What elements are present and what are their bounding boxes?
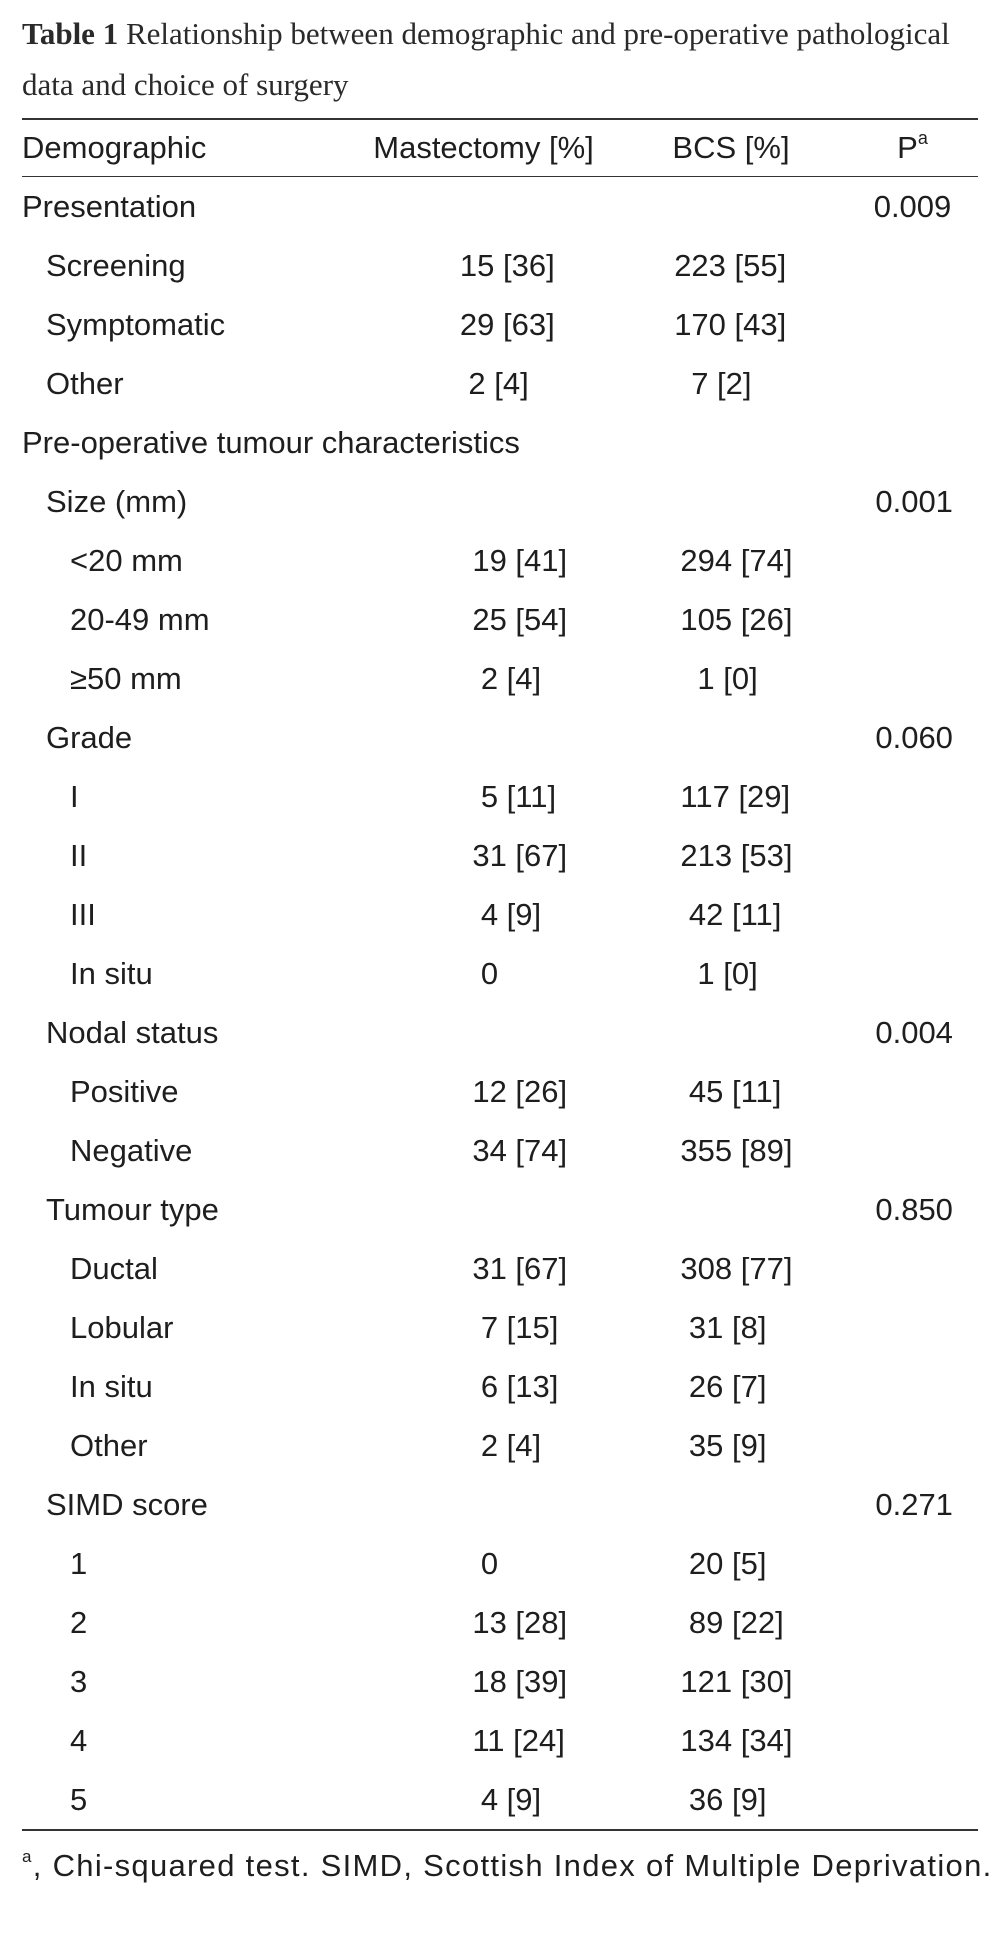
table-row bbox=[22, 1298, 978, 1357]
table-row bbox=[22, 472, 978, 531]
bcs-value: 31 [8] bbox=[688, 1309, 767, 1345]
mastectomy-value: 18 [39] bbox=[472, 1663, 568, 1699]
table-row bbox=[22, 826, 978, 885]
mastectomy-cell bbox=[368, 720, 624, 756]
table-row bbox=[22, 1475, 978, 1534]
row-label: Pre-operative tumour characteristics bbox=[22, 424, 520, 460]
bcs-value: 35 [9] bbox=[688, 1427, 767, 1463]
mastectomy-value: 12 [26] bbox=[472, 1073, 568, 1109]
table-row bbox=[22, 649, 978, 708]
bcs-value: 213 [53] bbox=[680, 837, 793, 873]
bcs-value: 294 [74] bbox=[680, 542, 793, 578]
table-row bbox=[22, 1062, 978, 1121]
table-row bbox=[22, 1593, 978, 1652]
mastectomy-cell bbox=[383, 1251, 633, 1287]
mastectomy-value: 0 bbox=[480, 955, 499, 991]
row-label: Symptomatic bbox=[46, 306, 226, 342]
row-label: 2 bbox=[70, 1604, 88, 1640]
mastectomy-cell bbox=[383, 1133, 633, 1169]
table-row bbox=[22, 295, 978, 354]
bcs-value: 7 [2] bbox=[691, 365, 752, 401]
mastectomy-value: 15 [36] bbox=[459, 247, 555, 283]
bcs-cell bbox=[633, 1782, 853, 1818]
bcs-value: 36 [9] bbox=[688, 1781, 767, 1817]
mastectomy-cell bbox=[383, 661, 633, 697]
footnote-mark: a bbox=[22, 1847, 33, 1866]
mastectomy-cell bbox=[383, 1310, 633, 1346]
bcs-cell bbox=[615, 425, 847, 461]
bcs-cell bbox=[624, 366, 850, 402]
mastectomy-value: 19 [41] bbox=[472, 542, 568, 578]
bcs-value: 26 [7] bbox=[688, 1368, 767, 1404]
table-row bbox=[22, 1180, 978, 1239]
header-p-value bbox=[847, 130, 978, 166]
bcs-cell bbox=[624, 720, 850, 756]
mastectomy-value: 13 [28] bbox=[472, 1604, 568, 1640]
table-row bbox=[22, 1357, 978, 1416]
table-row bbox=[22, 1534, 978, 1593]
bcs-cell bbox=[624, 1487, 850, 1523]
mastectomy-cell bbox=[383, 838, 633, 874]
p-value-cell: 0.004 bbox=[875, 1014, 953, 1050]
bcs-value: 1 [0] bbox=[697, 955, 758, 991]
bcs-cell bbox=[633, 602, 853, 638]
data-table bbox=[0, 118, 978, 1831]
row-label: Negative bbox=[70, 1132, 193, 1168]
bcs-cell bbox=[633, 1251, 853, 1287]
footnote-text: , Chi-squared test. SIMD, Scottish Index of Multiple Deprivation. bbox=[32, 1848, 993, 1883]
bcs-cell bbox=[633, 1133, 853, 1169]
mastectomy-cell bbox=[383, 897, 633, 933]
mastectomy-value: 4 [9] bbox=[480, 896, 542, 932]
table-row bbox=[22, 708, 978, 767]
bcs-cell bbox=[633, 661, 853, 697]
mastectomy-cell bbox=[368, 248, 624, 284]
bcs-cell bbox=[633, 1605, 853, 1641]
mastectomy-value: 0 bbox=[480, 1545, 499, 1581]
table-row bbox=[22, 1711, 978, 1770]
table-row bbox=[22, 767, 978, 826]
mastectomy-value: 7 [15] bbox=[480, 1309, 559, 1345]
table-row bbox=[22, 177, 978, 236]
mastectomy-cell bbox=[368, 366, 624, 402]
header-mastectomy: Mastectomy [%] bbox=[373, 130, 594, 165]
row-label: 20-49 mm bbox=[70, 601, 210, 637]
mastectomy-cell bbox=[383, 1605, 633, 1641]
mastectomy-value: 4 [9] bbox=[480, 1781, 542, 1817]
bcs-value: 105 [26] bbox=[680, 601, 793, 637]
bcs-cell bbox=[633, 838, 853, 874]
row-label: Screening bbox=[46, 247, 186, 283]
mastectomy-value: 34 [74] bbox=[472, 1132, 568, 1168]
bcs-value: 117 [29] bbox=[680, 778, 791, 814]
bcs-cell bbox=[633, 1546, 853, 1582]
row-label: Ductal bbox=[70, 1250, 158, 1286]
row-label: Presentation bbox=[22, 188, 197, 224]
mastectomy-cell bbox=[383, 779, 633, 815]
row-label: Other bbox=[46, 365, 124, 401]
table-row bbox=[22, 531, 978, 590]
row-label: 3 bbox=[70, 1663, 88, 1699]
mastectomy-cell bbox=[368, 1192, 624, 1228]
mastectomy-cell bbox=[352, 425, 615, 461]
p-value-cell: 0.850 bbox=[875, 1191, 953, 1227]
mastectomy-cell bbox=[383, 602, 633, 638]
mastectomy-value: 11 [24] bbox=[472, 1722, 565, 1758]
table-caption-text: Relationship between demographic and pre-operative pathological data and choice of surgery bbox=[22, 16, 950, 102]
p-value-cell: 0.271 bbox=[875, 1486, 953, 1522]
bcs-value: 20 [5] bbox=[688, 1545, 767, 1581]
mastectomy-value: 25 [54] bbox=[472, 601, 568, 637]
mastectomy-value: 31 [67] bbox=[472, 837, 568, 873]
table-footnote bbox=[22, 1831, 1000, 1890]
mastectomy-cell bbox=[383, 1782, 633, 1818]
header-p-label: P bbox=[897, 130, 918, 165]
mastectomy-value: 2 [4] bbox=[480, 660, 542, 696]
header-demographic: Demographic bbox=[22, 130, 207, 165]
bcs-value: 42 [11] bbox=[688, 896, 782, 932]
table-row bbox=[22, 885, 978, 944]
table-row bbox=[22, 1652, 978, 1711]
table-row bbox=[22, 590, 978, 649]
row-label: Nodal status bbox=[46, 1014, 219, 1050]
bcs-cell bbox=[633, 1074, 853, 1110]
table-caption bbox=[22, 0, 1000, 110]
bcs-cell bbox=[633, 1310, 853, 1346]
table-row bbox=[22, 944, 978, 1003]
p-value-cell: 0.001 bbox=[875, 483, 953, 519]
table-row bbox=[22, 236, 978, 295]
bcs-cell bbox=[633, 1369, 853, 1405]
mastectomy-value: 2 [4] bbox=[468, 365, 529, 401]
mastectomy-cell bbox=[368, 484, 624, 520]
bcs-cell bbox=[624, 484, 850, 520]
row-label: In situ bbox=[70, 1368, 153, 1404]
table-row bbox=[22, 1416, 978, 1475]
mastectomy-value: 29 [63] bbox=[459, 306, 555, 342]
bcs-cell bbox=[624, 248, 850, 284]
bcs-value: 89 [22] bbox=[688, 1604, 784, 1640]
table-header-row bbox=[22, 120, 978, 176]
p-value-cell: 0.009 bbox=[873, 188, 952, 224]
row-label: 4 bbox=[70, 1722, 88, 1758]
bcs-cell bbox=[624, 1015, 850, 1051]
table-row bbox=[22, 413, 978, 472]
row-label: Lobular bbox=[70, 1309, 174, 1345]
bcs-cell bbox=[624, 307, 850, 343]
mastectomy-cell bbox=[383, 543, 633, 579]
mastectomy-cell bbox=[383, 1546, 633, 1582]
bcs-value: 223 [55] bbox=[674, 247, 787, 283]
row-label: III bbox=[70, 896, 96, 932]
table-row bbox=[22, 1239, 978, 1298]
table-body bbox=[22, 177, 978, 1829]
row-label: <20 mm bbox=[70, 542, 183, 578]
bcs-value: 170 [43] bbox=[674, 306, 787, 342]
row-label: Tumour type bbox=[46, 1191, 219, 1227]
mastectomy-cell bbox=[383, 956, 633, 992]
bcs-cell bbox=[633, 1428, 853, 1464]
header-bcs: BCS [%] bbox=[672, 130, 790, 165]
bcs-value: 134 [34] bbox=[680, 1722, 793, 1758]
bcs-value: 1 [0] bbox=[697, 660, 758, 696]
mastectomy-cell bbox=[383, 1723, 633, 1759]
row-label: 5 bbox=[70, 1781, 88, 1817]
bcs-value: 355 [89] bbox=[680, 1132, 793, 1168]
bcs-cell bbox=[624, 1192, 850, 1228]
table-row bbox=[22, 1770, 978, 1829]
mastectomy-value: 6 [13] bbox=[480, 1368, 559, 1404]
mastectomy-cell bbox=[352, 189, 615, 225]
bcs-cell bbox=[633, 543, 853, 579]
row-label: 1 bbox=[70, 1545, 88, 1581]
row-label: In situ bbox=[70, 955, 153, 991]
bcs-cell bbox=[633, 1723, 853, 1759]
bcs-cell bbox=[633, 897, 853, 933]
table-row bbox=[22, 354, 978, 413]
row-label: Positive bbox=[70, 1073, 179, 1109]
mastectomy-cell bbox=[383, 1369, 633, 1405]
bcs-value: 121 [30] bbox=[680, 1663, 793, 1699]
mastectomy-cell bbox=[383, 1074, 633, 1110]
row-label: SIMD score bbox=[46, 1486, 208, 1522]
mastectomy-cell bbox=[383, 1664, 633, 1700]
mastectomy-cell bbox=[383, 1428, 633, 1464]
bcs-cell bbox=[633, 1664, 853, 1700]
mastectomy-cell bbox=[368, 1015, 624, 1051]
row-label: Size (mm) bbox=[46, 483, 188, 519]
mastectomy-value: 31 [67] bbox=[472, 1250, 568, 1286]
row-label: ≥50 mm bbox=[70, 660, 182, 696]
bcs-value: 308 [77] bbox=[680, 1250, 793, 1286]
bcs-cell bbox=[633, 956, 853, 992]
row-label: Grade bbox=[46, 719, 133, 755]
row-label: II bbox=[70, 837, 88, 873]
p-value-cell: 0.060 bbox=[875, 719, 953, 755]
table-row bbox=[22, 1121, 978, 1180]
bcs-cell bbox=[615, 189, 847, 225]
table-row bbox=[22, 1003, 978, 1062]
header-p-footnote-mark: a bbox=[917, 128, 928, 148]
bcs-cell bbox=[633, 779, 853, 815]
table-caption-label: Table 1 bbox=[22, 16, 119, 51]
mastectomy-value: 5 [11] bbox=[480, 778, 557, 814]
mastectomy-cell bbox=[368, 307, 624, 343]
mastectomy-cell bbox=[368, 1487, 624, 1523]
mastectomy-value: 2 [4] bbox=[480, 1427, 542, 1463]
bcs-value: 45 [11] bbox=[688, 1073, 782, 1109]
row-label: Other bbox=[70, 1427, 148, 1463]
row-label: I bbox=[70, 778, 79, 814]
